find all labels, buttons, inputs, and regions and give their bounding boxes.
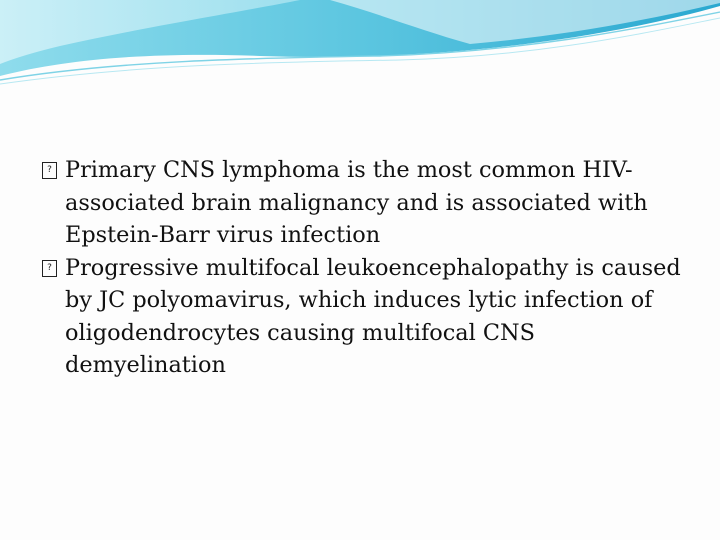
bullet-text: Primary CNS lymphoma is the most common HIV-associated brain malignancy and is associated with Epstein-Barr virus infection xyxy=(65,157,648,248)
bullet-item xyxy=(42,154,682,252)
slide-body xyxy=(42,154,682,382)
bullet-item xyxy=(42,252,682,382)
header-wave-decoration xyxy=(0,0,720,90)
missing-glyph-icon: ? xyxy=(42,162,57,179)
missing-glyph-icon: ? xyxy=(42,260,57,277)
bullet-text: Progressive multifocal leukoencephalopathy is caused by JC polyomavirus, which induces lytic infection of oligodendrocytes causing multifocal CNS demyelination xyxy=(65,254,681,378)
